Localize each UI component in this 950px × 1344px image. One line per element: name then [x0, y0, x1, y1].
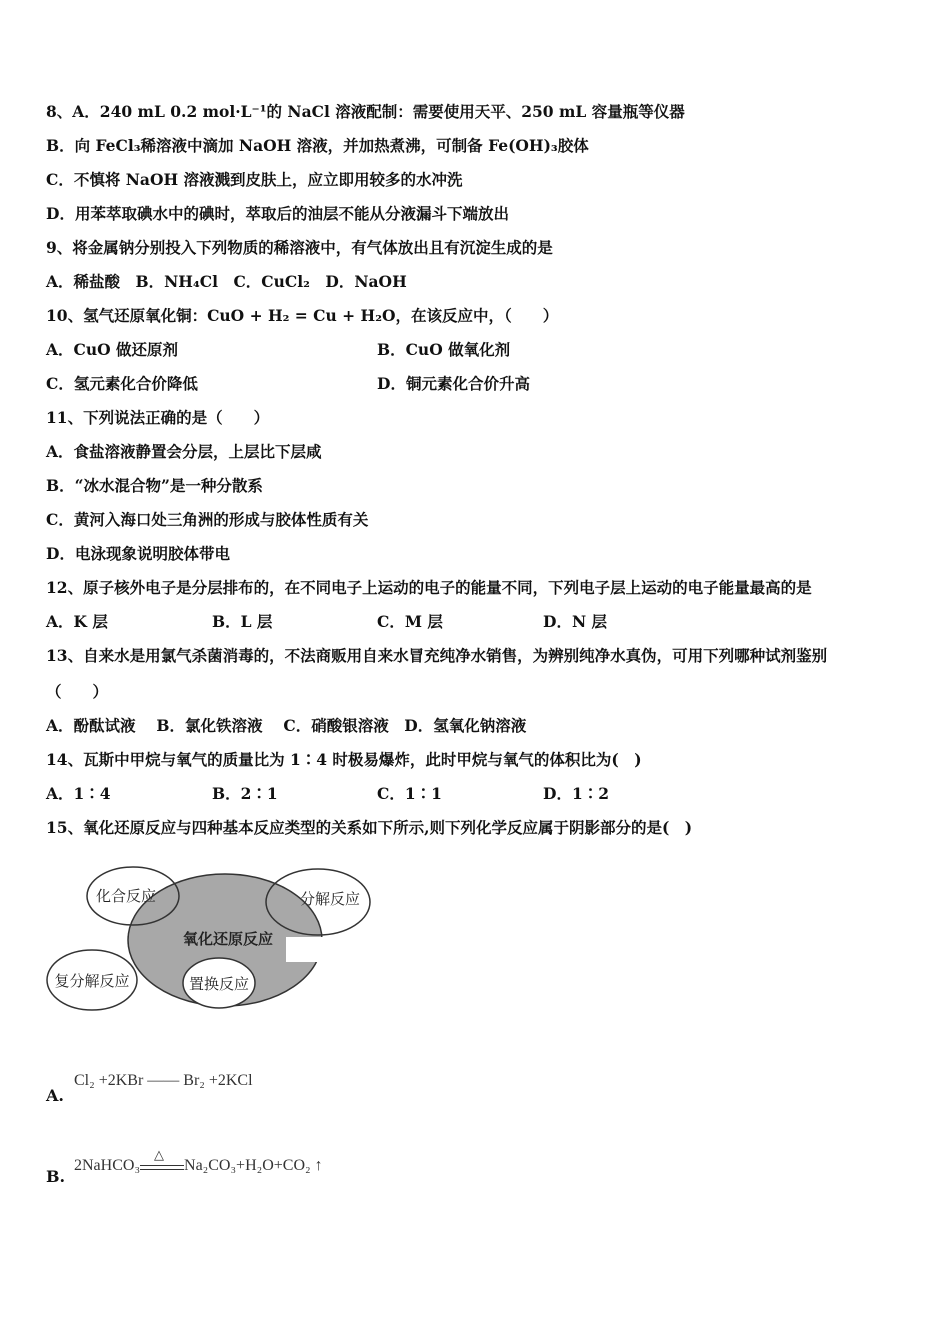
- q10-option-a: A．CuO 做还原剂: [46, 340, 179, 359]
- q13-options: A．酚酞试液 B．氯化铁溶液 C．硝酸银溶液 D．氢氧化钠溶液: [46, 716, 527, 735]
- q15-option-b-label: B.: [46, 1167, 66, 1186]
- q12-option-b: B．L 层: [212, 612, 273, 631]
- double-displacement-label: 复分解反应: [54, 972, 130, 990]
- q11-option-b: B．“冰水混合物”是一种分散系: [46, 476, 263, 495]
- q8-option-c: C．不慎将 NaOH 溶液溅到皮肤上，应立即用较多的水冲洗: [46, 170, 463, 189]
- q14-option-d: D．1∶2: [543, 784, 610, 803]
- q14-stem: 14、瓦斯中甲烷与氧气的质量比为 1∶4 时极易爆炸，此时甲烷与氧气的体积比为( ): [46, 750, 642, 769]
- q8-option-d: D．用苯萃取碘水中的碘时，萃取后的油层不能从分液漏斗下端放出: [46, 204, 509, 223]
- reactants: 2NaHCO₃: [74, 1157, 141, 1174]
- q11-option-d: D．电泳现象说明胶体带电: [46, 544, 230, 563]
- q8-stem: 8、A．240 mL 0.2 mol·L⁻¹的 NaCl 溶液配制：需要使用天平、250 mL 容量瓶等仪器: [46, 102, 685, 121]
- q10-option-c: C．氢元素化合价降低: [46, 374, 198, 393]
- q15-option-a-equation: Cl₂ +2KBr —— Br₂ +2KCl: [74, 1072, 253, 1089]
- q9-stem: 9、将金属钠分别投入下列物质的稀溶液中，有气体放出且有沉淀生成的是: [46, 238, 553, 257]
- combination-label: 化合反应: [95, 887, 157, 905]
- q9-options: A．稀盐酸 B．NH₄Cl C．CuCl₂ D．NaOH: [46, 272, 407, 291]
- q11-stem: 11、下列说法正确的是（ ）: [46, 408, 270, 427]
- displacement-label: 置换反应: [188, 975, 250, 993]
- q13-paren: （ ）: [46, 682, 109, 701]
- heat-condition: △: [154, 1147, 165, 1163]
- q11-option-a: A．食盐溶液静置会分层，上层比下层咸: [46, 442, 322, 461]
- q13-stem: 13、自来水是用氯气杀菌消毒的，不法商贩用自来水冒充纯净水销售，为辨别纯净水真伪，可用下列哪种试剂鉴别: [46, 646, 828, 665]
- q10-option-d: D．铜元素化合价升高: [377, 374, 530, 393]
- heat-equals-sign: [140, 1147, 184, 1173]
- white-patch: [286, 937, 345, 962]
- q10-option-b: B．CuO 做氧化剂: [377, 340, 511, 359]
- redox-label: 氧化还原反应: [182, 930, 274, 948]
- q14-option-a: A．1∶4: [46, 784, 111, 803]
- q12-stem: 12、原子核外电子是分层排布的，在不同电子上运动的电子的能量不同，下列电子层上运动的电子能量最高的是: [46, 578, 812, 597]
- q8-option-b: B．向 FeCl₃稀溶液中滴加 NaOH 溶液，并加热煮沸，可制备 Fe(OH)₃胶体: [46, 136, 589, 155]
- products: Na₂CO₃+H₂O+CO₂ ↑: [184, 1157, 323, 1174]
- q15-option-b-equation: [74, 1147, 323, 1175]
- q12-option-c: C．M 层: [377, 612, 443, 631]
- q11-option-c: C．黄河入海口处三角洲的形成与胶体性质有关: [46, 510, 369, 529]
- q14-option-c: C．1∶1: [377, 784, 442, 803]
- q15-stem: 15、氧化还原反应与四种基本反应类型的关系如下所示,则下列化学反应属于阴影部分的是( ): [46, 818, 693, 837]
- q15-option-a-label: A.: [46, 1086, 64, 1105]
- q14-option-b: B．2∶1: [212, 784, 278, 803]
- q12-option-a: A．K 层: [46, 612, 108, 631]
- decomposition-label: 分解反应: [299, 890, 361, 908]
- q10-stem: 10、氢气还原氧化铜：CuO + H₂ = Cu + H₂O，在该反应中，（ ）: [46, 306, 559, 325]
- q12-option-d: D．N 层: [543, 612, 608, 631]
